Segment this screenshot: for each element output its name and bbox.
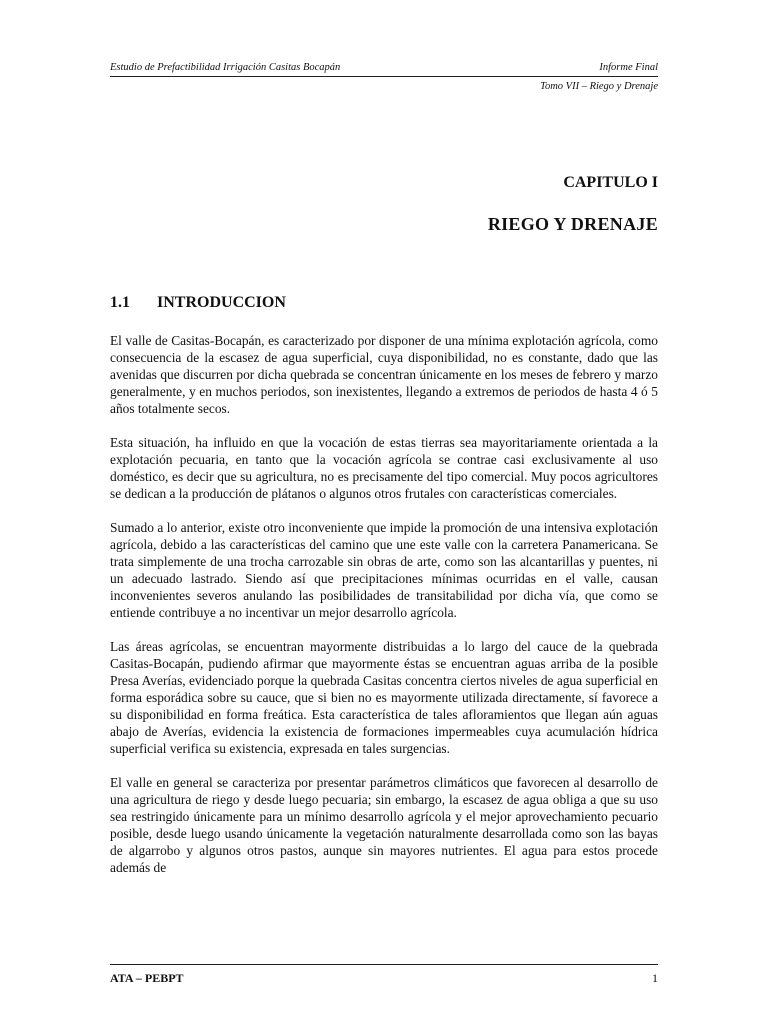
paragraph: El valle en general se caracteriza por presentar parámetros climáticos que favorecen al desarrollo de una agricultura de riego y desde luego pecuaria; sin embargo, la escasez de agua obliga a que su uso sea restringido únicamente para un mínimo desarrollo agrícola y el mejor aprovechamiento pecuario posible, desde luego usando únicamente la vegetación naturalmente desarrollada como son las bayas de algarrobo y algunos otros pastos, aunque sin mayores nutrientes. El agua para estos procede además de [110,775,658,875]
header-study-title: Estudio de Prefactibilidad Irrigación Casitas Bocapán [110,62,341,73]
paragraph: Sumado a lo anterior, existe otro inconveniente que impide la promoción de una intensiva explotación agrícola, debido a las características del camino que une este valle con la carretera Panamericana. Se trata simplemente de una trocha carrozable sin obras de arte, como son las alcantarillas y puentes, ni un adecuado lastrado. Siendo así que precipitaciones mínimas ocurridas en el valle, causan inconvenientes severos anulando las posibilidades de transitabilidad por dicha vía, que como se entiende contribuye a no incentivar un mejor desarrollo agrícola. [110,520,658,620]
header-report-type: Informe Final [599,62,658,73]
footer-organization: ATA – PEBPT [110,971,184,985]
header-volume: Tomo VII – Riego y Drenaje [540,81,658,92]
page-footer [110,964,658,986]
paragraph: El valle de Casitas-Bocapán, es caracterizado por disponer de una mínima explotación agrícola, como consecuencia de la escasez de agua superficial, cuya disponibilidad, no es constante, dado que las avenidas que discurren por dicha quebrada se concentran únicamente en los meses de febrero y marzo generalmente, y en muchos periodos, son inexistentes, llegando a extremos de periodos de hasta 4 ó 5 años totalmente secos. [110,333,658,416]
paragraph: Esta situación, ha influido en que la vocación de estas tierras sea mayoritariamente orientada a la explotación pecuaria, en tanto que la vocación agrícola se contrae casi exclusivamente al uso doméstico, es decir que su agricultura, no es precisamente del tipo comercial. Muy pocos agricultores se dedican a la producción de plátanos o algunos otros frutales con características comerciales. [110,435,658,501]
header-divider [110,76,658,77]
chapter-title: RIEGO Y DRENAJE [487,214,658,234]
footer-row [110,971,658,986]
section-number: 1.1 [110,294,130,311]
chapter-label: CAPITULO I [563,174,658,191]
body-text [110,332,658,893]
page-number: 1 [652,971,658,985]
section-title: INTRODUCCION [157,294,286,311]
paragraph: Las áreas agrícolas, se encuentran mayormente distribuidas a lo largo del cauce de la quebrada Casitas-Bocapán, pudiendo afirmar que mayormente éstas se encuentran aguas arriba de la posible Presa Averías, evidenciado porque la quebrada Casitas concentra ciertos niveles de agua superficial en forma esporádica sobre su cauce, que si bien no es mayormente utilizada directamente, sí favorece a su disponibilidad en forma freática. Esta característica de tales afloramientos que llegan aún aguas abajo de Averías, evidencia la existencia de formaciones impermeables cuya acumulación hídrica superficial verifica su existencia, expresada en tales surgencias. [110,639,658,756]
page-header [110,60,658,94]
header-row [110,60,658,75]
section-heading [110,294,286,312]
footer-divider [110,964,658,965]
